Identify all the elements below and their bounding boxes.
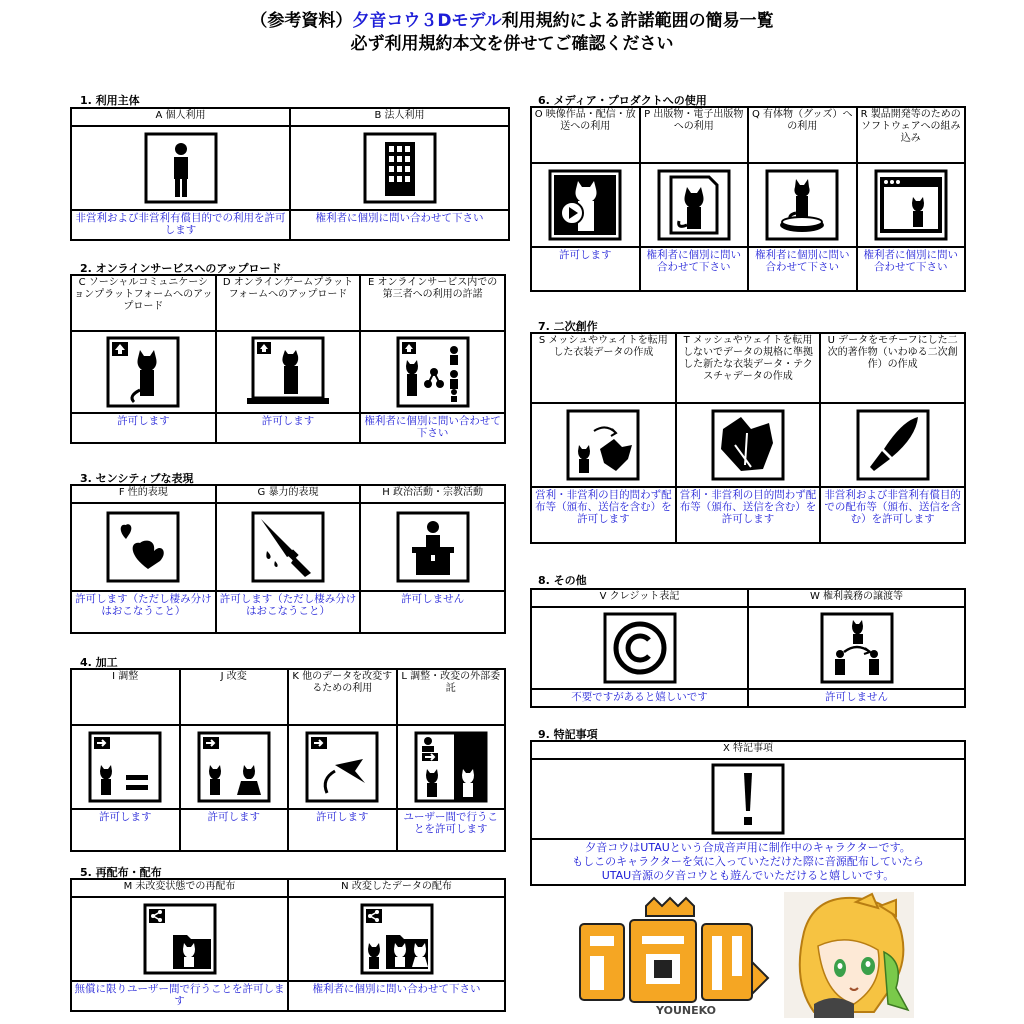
section-6-title: 6. メディア・プロダクトへの使用: [538, 94, 707, 107]
person-icon: [71, 126, 290, 210]
item-d-status: 許可します: [216, 413, 361, 443]
title-highlight: 夕音コウ３Dモデル: [352, 11, 502, 31]
section-8-table: [530, 588, 966, 708]
section-7-table: [530, 332, 966, 544]
reuse-icon: [288, 725, 397, 809]
item-v-status: 不要ですがあると嬉しいです: [531, 689, 748, 707]
adjust-icon: [71, 725, 180, 809]
item-u-label: U データをモチーフにした二次的著作物（いわゆる二次創作）の作成: [820, 333, 965, 403]
section-7-title: 7. 二次創作: [538, 320, 598, 333]
title-subline: 必ず利用規約本文を併せてご確認ください: [350, 34, 674, 54]
share-network-icon: [360, 331, 505, 413]
copyright-icon: [531, 607, 748, 689]
item-k-label: K 他のデータを改変するための利用: [288, 669, 397, 725]
item-a-label: A 個人利用: [71, 108, 290, 126]
section-4-title: 4. 加工: [80, 656, 118, 669]
podium-icon: [360, 503, 505, 591]
special-notes-text: [531, 839, 965, 885]
pen-icon: [820, 403, 965, 487]
item-k-status: 許可します: [288, 809, 397, 851]
section-1-table: [70, 107, 510, 241]
figure-icon: [748, 163, 857, 247]
item-c-label: C ソーシャルコミュニケーションプラットフォームへのアップロード: [71, 275, 216, 331]
software-icon: [857, 163, 966, 247]
special-note-line-1: 夕音コウはUTAUという合成音声用に制作中のキャラクターです。: [585, 841, 911, 854]
redistribute-icon: [71, 897, 288, 981]
page-title: [0, 10, 1024, 56]
item-x-label: X 特記事項: [531, 741, 965, 759]
item-r-label: R 製品開発等のためのソフトウェアへの組み込み: [857, 107, 966, 163]
special-note-line-2: もしこのキャラクターを気に入っていただけた際に音源配布していたら: [572, 855, 924, 868]
outsource-icon: [397, 725, 506, 809]
special-note-line-3: UTAU音源の夕音コウとも遊んでいただけると嬉しいです。: [601, 869, 895, 882]
modify-icon: [180, 725, 289, 809]
section-8-title: 8. その他: [538, 574, 587, 587]
item-r-status: 権利者に個別に問い合わせて下さい: [857, 247, 966, 291]
item-l-status: ユーザー間で行うことを許可します: [397, 809, 506, 851]
item-i-status: 許可します: [71, 809, 180, 851]
section-3-title: 3. センシティブな表現: [80, 472, 194, 485]
hearts-icon: [71, 503, 216, 591]
section-5-title: 5. 再配布・配布: [80, 866, 162, 879]
section-2-title: 2. オンラインサービスへのアップロード: [80, 262, 282, 275]
item-e-status: 権利者に個別に問い合わせて下さい: [360, 413, 505, 443]
item-f-status: 許可します（ただし棲み分けはおこなうこと）: [71, 591, 216, 633]
section-6-table: [530, 106, 966, 292]
item-h-label: H 政治活動・宗教活動: [360, 485, 505, 503]
section-4-table: [70, 668, 506, 852]
item-w-status: 許可しません: [748, 689, 965, 707]
item-p-label: P 出版物・電子出版物への利用: [640, 107, 749, 163]
character-avatar: [784, 892, 914, 1022]
building-icon: [290, 126, 509, 210]
item-j-label: J 改変: [180, 669, 289, 725]
section-3-table: [70, 484, 506, 634]
item-q-status: 権利者に個別に問い合わせて下さい: [748, 247, 857, 291]
costume-icon: [531, 403, 676, 487]
upload-screen-cat-icon: [216, 331, 361, 413]
item-d-label: D オンラインゲームプラットフォームへのアップロード: [216, 275, 361, 331]
title-prefix: （参考資料）: [250, 11, 353, 31]
item-b-status: 権利者に個別に問い合わせて下さい: [290, 210, 509, 240]
item-p-status: 権利者に個別に問い合わせて下さい: [640, 247, 749, 291]
item-g-label: G 暴力的表現: [216, 485, 361, 503]
section-9-table: [530, 740, 966, 886]
section-5-table: [70, 878, 506, 1012]
item-g-status: 許可します（ただし棲み分けはおこなうこと）: [216, 591, 361, 633]
transfer-icon: [748, 607, 965, 689]
item-o-label: O 映像作品・配信・放送への利用: [531, 107, 640, 163]
item-f-label: F 性的表現: [71, 485, 216, 503]
item-n-status: 権利者に個別に問い合わせて下さい: [288, 981, 505, 1011]
item-c-status: 許可します: [71, 413, 216, 443]
title-suffix: 利用規約による許諾範囲の簡易一覧: [501, 11, 774, 31]
item-o-status: 許可します: [531, 247, 640, 291]
item-t-status: 営利・非営利の目的問わず配布等（頒布、送信を含む）を許可します: [676, 487, 821, 543]
item-j-status: 許可します: [180, 809, 289, 851]
item-n-label: N 改変したデータの配布: [288, 879, 505, 897]
exclamation-icon: [531, 759, 965, 839]
item-b-label: B 法人利用: [290, 108, 509, 126]
item-m-status: 無償に限りユーザー間で行うことを許可します: [71, 981, 288, 1011]
item-u-status: 非営利および非営利有償目的での配布等（頒布、送信を含む）を許可します: [820, 487, 965, 543]
item-i-label: I 調整: [71, 669, 180, 725]
new-costume-icon: [676, 403, 821, 487]
item-s-label: S メッシュやウェイトを転用した衣装データの作成: [531, 333, 676, 403]
logo-text: YOUNEKO: [656, 1004, 716, 1017]
section-2-table: [70, 274, 506, 444]
item-t-label: T メッシュやウェイトを転用しないでデータの規格に準拠した新たな衣装データ・テクスチャデータの作成: [676, 333, 821, 403]
upload-cat-icon: [71, 331, 216, 413]
section-9-title: 9. 特記事項: [538, 728, 598, 741]
item-s-status: 営利・非営利の目的問わず配布等（頒布、送信を含む）を許可します: [531, 487, 676, 543]
item-q-label: Q 有体物（グッズ）への利用: [748, 107, 857, 163]
item-h-status: 許可しません: [360, 591, 505, 633]
item-v-label: V クレジット表記: [531, 589, 748, 607]
youneko-logo: [576, 896, 772, 1022]
item-l-label: L 調整・改変の外部委託: [397, 669, 506, 725]
knife-icon: [216, 503, 361, 591]
section-1-title: 1. 利用主体: [80, 94, 140, 107]
distribute-modified-icon: [288, 897, 505, 981]
video-icon: [531, 163, 640, 247]
item-a-status: 非営利および非営利有償目的での利用を許可します: [71, 210, 290, 240]
publication-icon: [640, 163, 749, 247]
item-m-label: M 未改変状態での再配布: [71, 879, 288, 897]
item-w-label: W 権利義務の譲渡等: [748, 589, 965, 607]
item-e-label: E オンラインサービス内での第三者への利用の許諾: [360, 275, 505, 331]
